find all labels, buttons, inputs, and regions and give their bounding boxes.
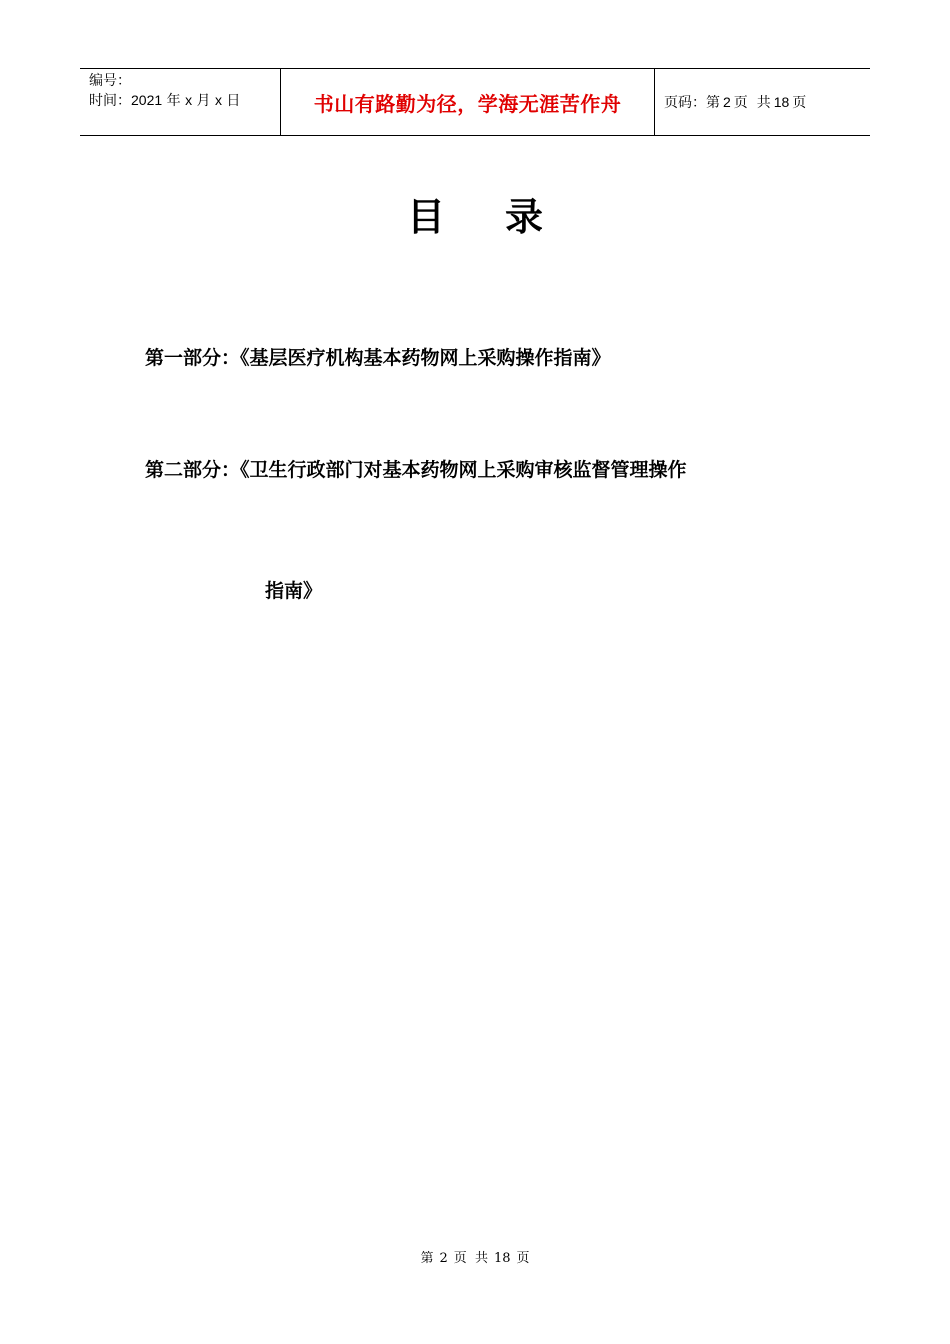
time-month-unit: 月	[192, 93, 215, 109]
page-label: 页码：第	[664, 95, 720, 111]
time-year-unit: 年	[162, 93, 186, 109]
header-page-cell	[655, 69, 870, 135]
time-line	[89, 91, 280, 111]
page-current: 2	[723, 94, 731, 110]
header-motto: 书山有路勤为径，学海无涯苦作舟	[313, 91, 622, 116]
toc-entry-part-2: 第二部分：《卫生行政部门对基本药物网上采购审核监督管理操作	[145, 459, 687, 481]
toc-entry-part-2-continued: 指南》	[265, 580, 323, 602]
header-meta-cell	[80, 69, 281, 135]
time-month: x	[185, 92, 193, 108]
time-label: 时间：	[89, 93, 131, 109]
footer-prefix: 第	[420, 1251, 434, 1266]
page-mid: 页 共	[733, 95, 771, 111]
footer-total: 18	[494, 1251, 511, 1266]
footer-mid: 页 共	[453, 1251, 488, 1266]
page-end: 页	[792, 95, 807, 111]
time-day-unit: 日	[221, 93, 241, 109]
toc-entry-part-1: 第一部分：《基层医疗机构基本药物网上采购操作指南》	[145, 347, 611, 369]
header-motto-cell	[281, 69, 655, 135]
document-header	[80, 68, 870, 136]
footer-current: 2	[439, 1251, 448, 1266]
page-title: 目录	[406, 194, 603, 239]
page-total: 18	[773, 94, 790, 110]
time-day: x	[214, 92, 222, 108]
footer-suffix: 页	[516, 1251, 530, 1266]
page-footer	[0, 1247, 950, 1266]
serial-number-label: 编号：	[89, 73, 131, 89]
time-year: 2021	[131, 92, 163, 108]
